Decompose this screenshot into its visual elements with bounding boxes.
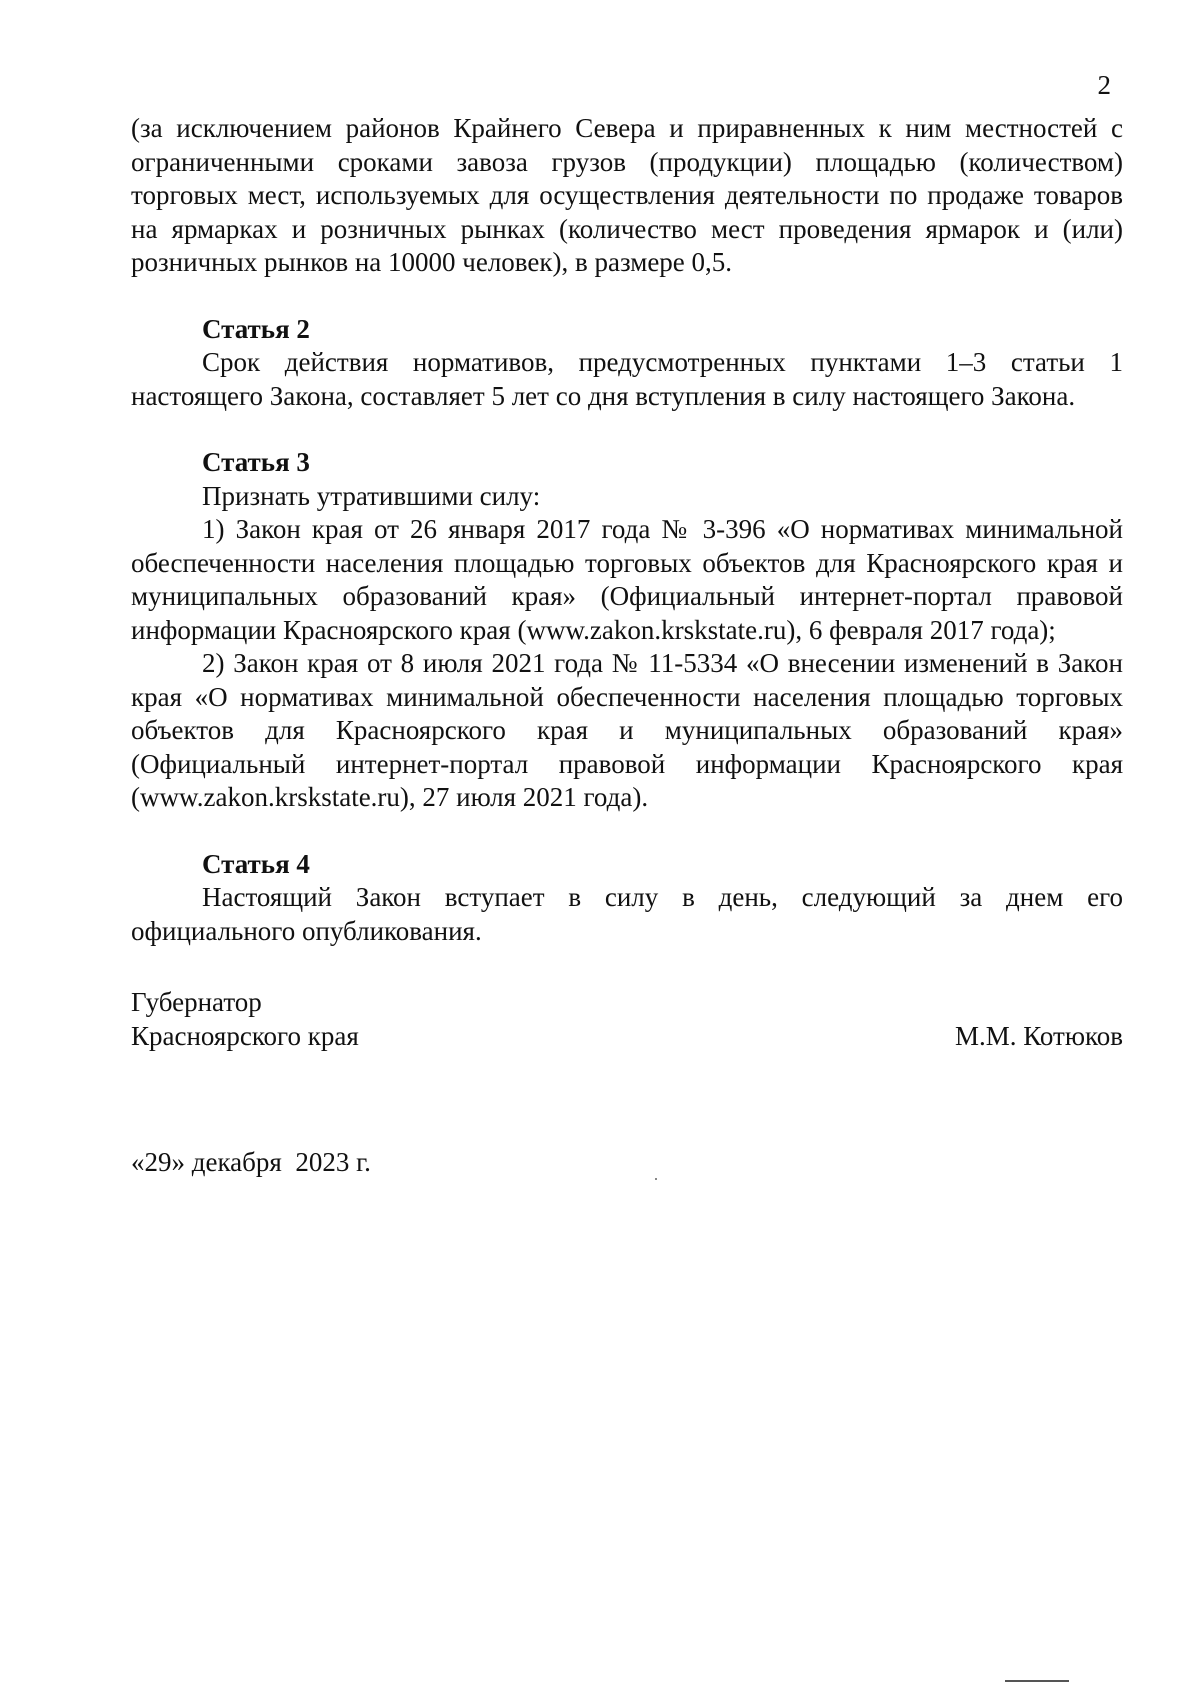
signature-block (131, 986, 1123, 1053)
article-3-title: Статья 3 (202, 447, 310, 477)
page-number: 2 (1097, 70, 1111, 100)
signatory-position-line1: Губернатор (131, 987, 262, 1017)
article-4-paragraph-1: Настоящий Закон вступает в силу в день, следующий за днем его официального опубликования. (131, 882, 1123, 946)
article-3-paragraph-1: Признать утратившими силу: (202, 480, 541, 511)
article-3 (131, 446, 1123, 815)
article-3-paragraph-3: 2) Закон края от 8 июля 2021 года № 11-5334 «О внесении изменений в Закон края «О нормативах минимальной обеспеченности населения площадью торговых объектов для Красноярского края и муниципальных образований края» (Официальный интернет-портал правовой информации Красноярского края (www.zakon.krskstate.ru), 27 июля 2021 года). (131, 648, 1123, 812)
scan-artifact-dot (655, 1178, 657, 1180)
signatory-position-line2: Красноярского края (131, 1020, 359, 1051)
article-2-paragraph-1: Срок действия нормативов, предусмотренных пунктами 1–3 статьи 1 настоящего Закона, составляет 5 лет со дня вступления в силу настоящего Закона. (131, 347, 1123, 411)
signatory-name: М.М. Котюков (954, 1020, 1123, 1051)
signature-line (131, 1020, 1123, 1054)
intro-paragraph: (за исключением районов Крайнего Севера и приравненных к ним местностей с ограниченными сроками завоза грузов (продукции) площадью (количеством) торговых мест, используемых для осуществления деятельности по продаже товаров на ярмарках и розничных рынках (количество мест проведения ярмарок и (или) розничных рынков на 10000 человек), в размере 0,5. (131, 113, 1123, 277)
article-2 (131, 313, 1123, 414)
article-4-title: Статья 4 (202, 848, 310, 879)
article-3-paragraph-2: 1) Закон края от 26 января 2017 года № 3-396 «О нормативах минимальной обеспеченности населения площадью торговых объектов для Красноярского края и муниципальных образований края» (Официальный интернет-портал правовой информации Красноярского края (www.zakon.krskstate.ru), 6 февраля 2017 года); (131, 514, 1123, 645)
article-4 (131, 848, 1123, 949)
scan-artifact-line (1005, 1680, 1069, 1682)
article-2-title: Статья 2 (202, 313, 310, 344)
document-body (131, 112, 1123, 948)
signing-date: «29» декабря 2023 г. (131, 1147, 371, 1177)
